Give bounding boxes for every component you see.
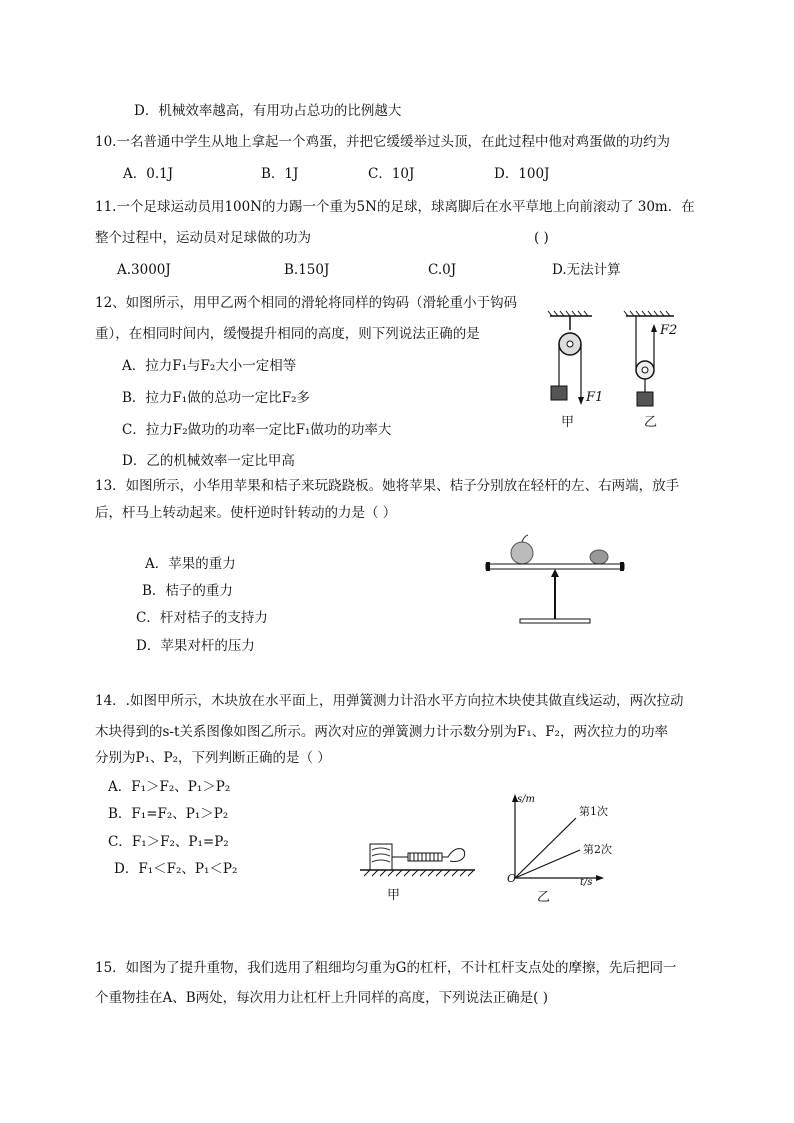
q14-origin-label: O	[507, 872, 517, 885]
line-trial-2	[515, 850, 580, 878]
q14-stem-line3: 分别为P₁、P₂，下列判断正确的是（ ）	[95, 750, 331, 766]
q10-option-c: C．10J	[368, 166, 415, 182]
q12-label-jia: 甲	[561, 415, 575, 430]
q10-option-d: D．100J	[494, 166, 550, 182]
q13-seesaw-figure	[480, 532, 630, 632]
q10-option-a: A．0.1J	[123, 166, 174, 182]
q14-x-axis-label: t/s	[580, 877, 593, 888]
q13-option-c: C．杆对桔子的支持力	[136, 610, 268, 626]
q9-option-d: D．机械效率越高，有用功占总功的比例越大	[134, 103, 402, 119]
q14-line1-label: 第1次	[579, 805, 608, 818]
spring-scale	[392, 853, 442, 861]
q13-option-a: A．苹果的重力	[145, 556, 236, 572]
q14-stem-line1: 14．.如图甲所示，木块放在水平面上，用弹簧测力计沿水平方向拉木块使其做直线运动，两次拉动	[95, 693, 684, 709]
ceiling-right	[624, 311, 674, 316]
q12-stem-line1: 12、如图所示，用甲乙两个相同的滑轮将同样的钩码（滑轮重小于钩码	[95, 295, 518, 311]
q12-label-yi: 乙	[644, 415, 658, 430]
q11-stem-line2: 整个过程中，运动员对足球做的功为	[95, 230, 311, 246]
q12-option-d: D．乙的机械效率一定比甲高	[122, 453, 295, 469]
q14-block-figure	[360, 836, 480, 886]
q14-option-b: B．F₁=F₂、P₁＞P₂	[108, 806, 229, 822]
hand-icon	[442, 849, 465, 862]
q14-line2-label: 第2次	[583, 843, 612, 856]
q14-stem-line2: 木块得到的s-t关系图像如图乙所示。两次对应的弹簧测力计示数分别为F₁、F₂，两次拉力的功率	[95, 724, 668, 740]
q10-option-b: B．1J	[261, 166, 299, 182]
wooden-block	[370, 844, 392, 870]
q14-label-yi: 乙	[537, 890, 551, 905]
seesaw-stand	[520, 569, 590, 623]
q14-option-c: C．F₁＞F₂、P₁=P₂	[108, 834, 229, 850]
q12-option-b: B．拉力F₁做的总功一定比F₂多	[122, 390, 310, 406]
q12-option-c: C．拉力F₂做功的功率一定比F₁做功的功率大	[122, 422, 392, 438]
q15-stem-line1: 15．如图为了提升重物，我们选用了粗细均匀重为G的杠杆，不计杠杆支点处的摩擦，先后把同一	[95, 960, 677, 976]
q11-option-a: A.3000J	[117, 262, 171, 278]
q14-option-a: A．F₁＞F₂、P₁＞P₂	[108, 779, 231, 795]
apple-icon	[511, 535, 533, 564]
q13-option-b: B．桔子的重力	[142, 583, 233, 599]
q14-label-jia: 甲	[387, 888, 401, 903]
q15-stem-line2: 个重物挂在A、B两处，每次用力让杠杆上升同样的高度，下列说法正确是( )	[95, 990, 548, 1006]
q11-stem-line1: 11.一个足球运动员用100N的力踢一个重为5N的足球，球离脚后在水平草地上向前滚动了 30m．在	[95, 199, 695, 215]
q12-force-f2-label: F2	[660, 323, 678, 338]
line-trial-1	[515, 818, 576, 878]
q14-option-d: D．F₁＜F₂、P₁＜P₂	[114, 861, 238, 877]
fixed-pulley	[551, 316, 584, 405]
ground-surface	[360, 870, 475, 876]
q12-force-f1-label: F1	[586, 390, 604, 405]
q14-y-axis-label: s/m	[517, 794, 535, 805]
q13-option-d: D．苹果对杆的压力	[136, 638, 255, 654]
ceiling-left	[548, 311, 592, 316]
q13-stem-line2: 后，杆马上转动起来。使杆逆时针转动的力是（ ）	[95, 505, 397, 521]
q11-option-d: D.无法计算	[552, 262, 621, 278]
q11-bracket: ( )	[534, 230, 549, 246]
q11-option-c: C.0J	[428, 262, 457, 278]
q11-option-b: B.150J	[284, 262, 330, 278]
orange-icon	[590, 550, 608, 564]
q12-stem-line2: 重），在相同时间内，缓慢提升相同的高度，则下列说法正确的是	[95, 326, 480, 342]
q10-stem: 10.一名普通中学生从地上拿起一个鸡蛋，并把它缓缓举过头顶，在此过程中他对鸡蛋做的功约为	[95, 134, 670, 150]
q13-stem-line1: 13．如图所示，小华用苹果和桔子来玩跷跷板。她将苹果、桔子分别放在轻杆的左、右两端，放手	[95, 478, 680, 494]
movable-pulley	[636, 316, 657, 406]
q12-option-a: A．拉力F₁与F₂大小一定相等	[122, 358, 297, 374]
